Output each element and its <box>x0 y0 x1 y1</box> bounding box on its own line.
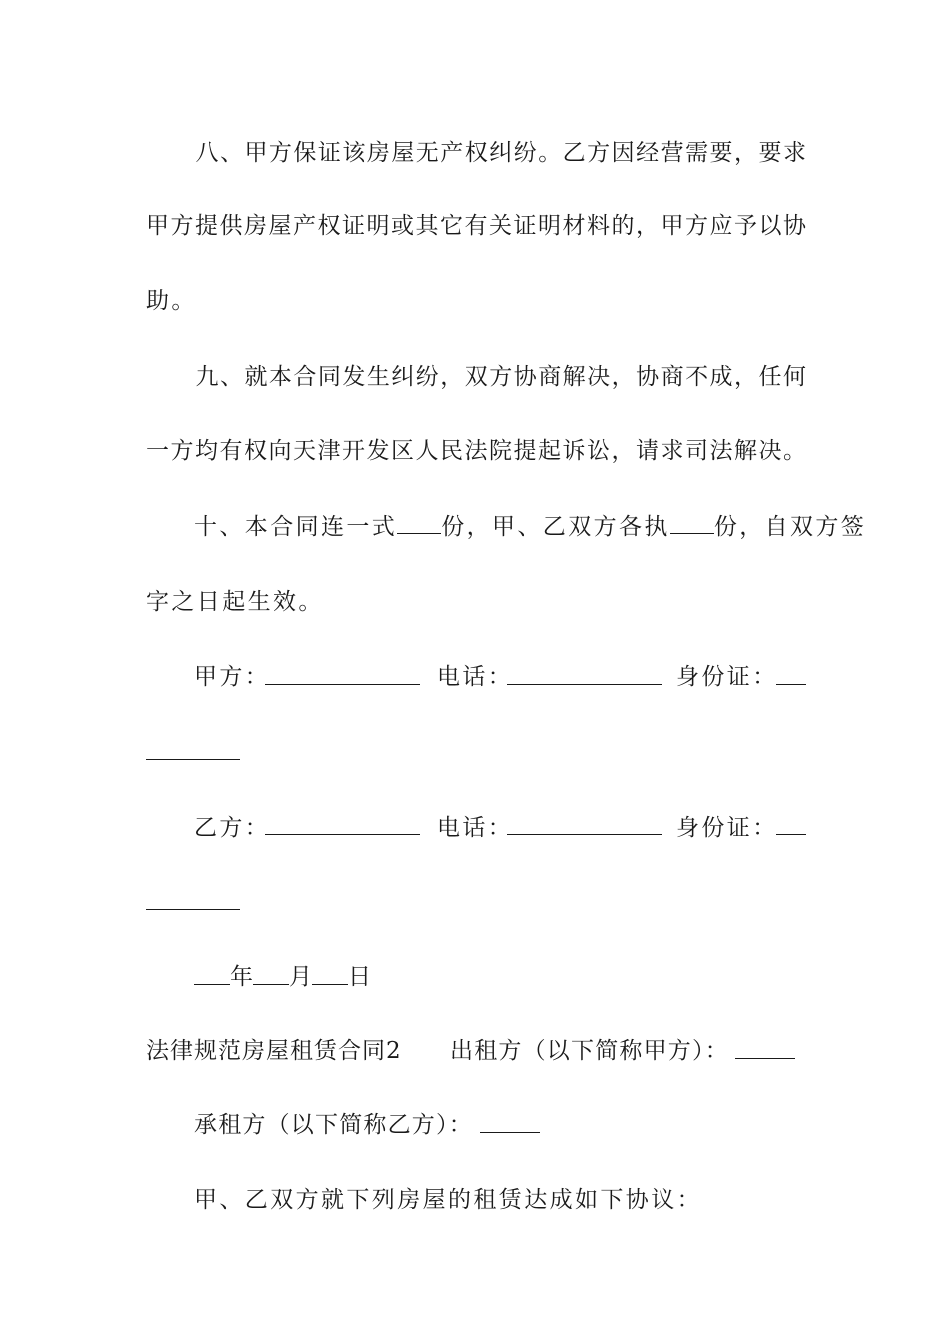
copies-total-blank[interactable] <box>397 513 441 534</box>
clause-8-line-3: 助。 <box>146 288 197 314</box>
party-a-id-blank-1[interactable] <box>776 684 806 685</box>
lessor-blank[interactable] <box>735 1058 795 1059</box>
party-b-name-blank[interactable] <box>265 834 420 835</box>
party-b-phone-label: 电话： <box>437 815 514 841</box>
year-blank[interactable] <box>194 984 230 985</box>
party-b-phone-blank[interactable] <box>507 834 662 835</box>
agreement-intro: 甲、乙双方就下列房屋的租赁达成如下协议： <box>194 1187 702 1213</box>
contract-2-title: 法律规范房屋租赁合同2 <box>146 1038 402 1064</box>
party-a-phone-blank[interactable] <box>507 684 662 685</box>
clause-9-line-1 <box>146 362 806 392</box>
clause-8-line-1 <box>146 138 806 168</box>
lessee-blank[interactable] <box>480 1132 540 1133</box>
party-a-id-label: 身份证： <box>676 664 778 690</box>
clause-10-part-3: 份，自双方签 <box>713 514 867 540</box>
clause-10-line-2: 字之日起生效。 <box>146 589 324 615</box>
clause-10-part-2: 份，甲、乙双方各执 <box>441 514 670 540</box>
day-blank[interactable] <box>312 984 348 985</box>
party-b-id-blank-1[interactable] <box>776 834 806 835</box>
lessee-label: 承租方（以下简称乙方）： <box>194 1112 473 1138</box>
clause-9-text-1: 九、就本合同发生纠纷，双方协商解决，协商不成，任何 <box>194 364 806 390</box>
date-day: 日 <box>348 964 371 990</box>
party-a-phone-label: 电话： <box>437 664 514 690</box>
party-b-id-label: 身份证： <box>676 815 778 841</box>
clause-10-part-1: 十、本合同连一式 <box>194 514 398 540</box>
party-a-id-blank-2[interactable] <box>146 759 240 760</box>
clause-10-line-1 <box>194 512 866 542</box>
month-blank[interactable] <box>253 984 289 985</box>
party-a-name-blank[interactable] <box>265 684 420 685</box>
clause-9-line-2: 一方均有权向天津开发区人民法院提起诉讼，请求司法解决。 <box>146 438 806 464</box>
party-a-label: 甲方： <box>194 664 271 690</box>
clause-8-line-2: 甲方提供房屋产权证明或其它有关证明材料的，甲方应予以协 <box>146 213 806 239</box>
copies-each-blank[interactable] <box>670 513 714 534</box>
date-month: 月 <box>289 964 312 990</box>
party-b-id-blank-2[interactable] <box>146 909 240 910</box>
party-b-label: 乙方： <box>194 815 271 841</box>
lessor-label: 出租方（以下简称甲方）： <box>450 1038 729 1064</box>
clause-8-text-1: 八、甲方保证该房屋无产权纠纷。乙方因经营需要，要求 <box>194 140 806 166</box>
date-year: 年 <box>230 964 253 990</box>
